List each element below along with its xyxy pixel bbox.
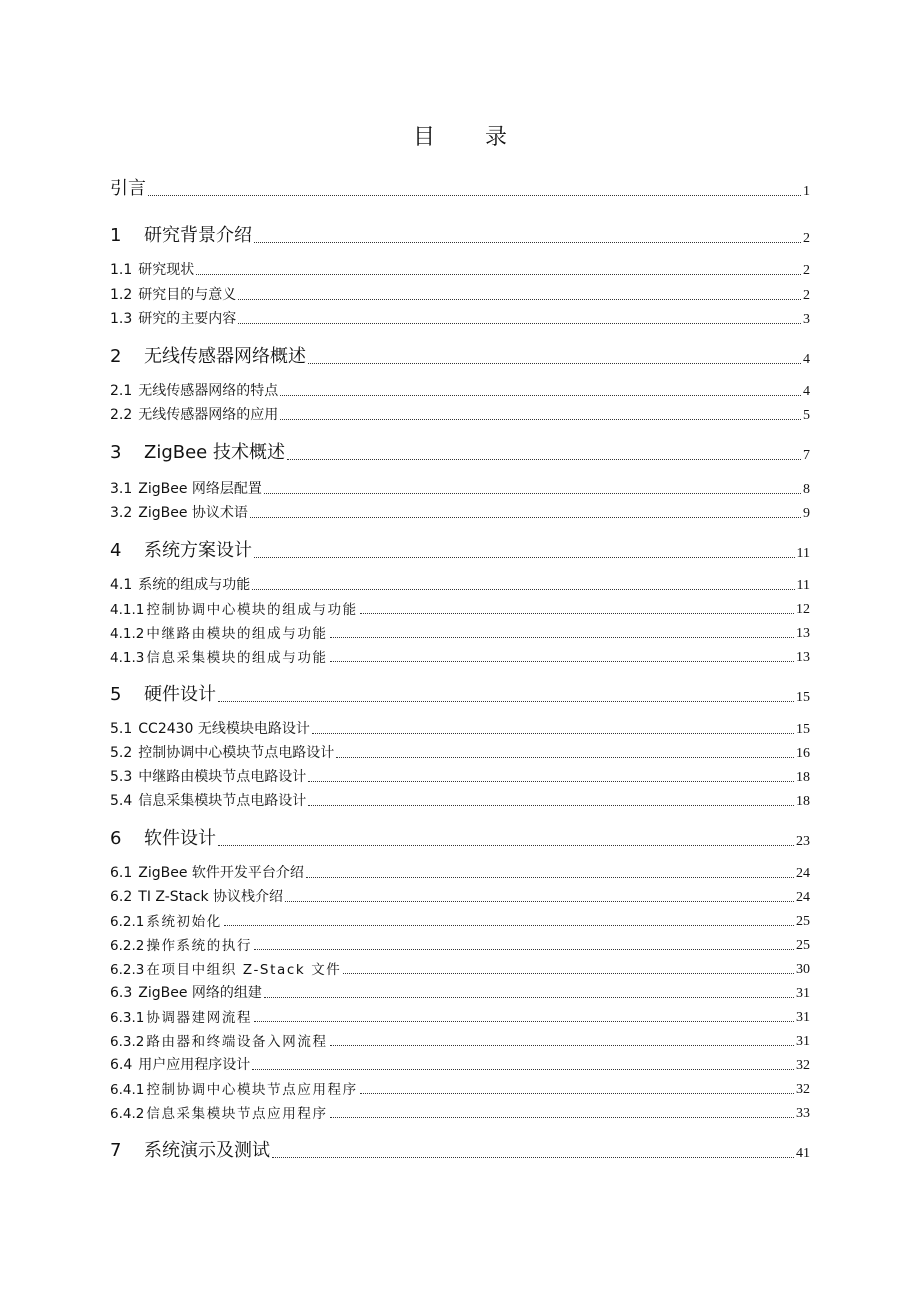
dot-leader [330, 637, 794, 638]
toc-entry-label [110, 536, 252, 562]
toc-entry[interactable] [110, 678, 810, 706]
toc-entry-page-number: 31 [796, 1034, 810, 1049]
toc-entry-label [110, 1054, 250, 1074]
toc-entry-label [110, 1006, 252, 1026]
dot-leader [343, 973, 794, 974]
toc-entry-number: 6.2.3 [110, 962, 145, 978]
dot-leader [280, 395, 801, 396]
toc-entry[interactable] [110, 716, 810, 738]
toc-entry-title: 硬件设计 [144, 684, 216, 705]
toc-entry-number: 5 [110, 684, 122, 705]
dot-leader [306, 877, 794, 878]
toc-entry-title: ZigBee 网络的组建 [138, 985, 262, 1001]
toc-entry-label [110, 598, 358, 618]
toc-entry-label [110, 958, 341, 978]
toc-entry-number: 4 [110, 540, 122, 561]
dot-leader [254, 242, 801, 243]
dot-leader [308, 805, 794, 806]
toc-entry-title: ZigBee 软件开发平台介绍 [138, 865, 304, 881]
dot-leader [218, 845, 794, 846]
toc-entry-title: TI Z-Stack 协议栈介绍 [138, 889, 284, 905]
toc-entry[interactable] [110, 219, 810, 247]
toc-entry-title: ZigBee 网络层配置 [138, 481, 262, 497]
dot-leader [250, 517, 801, 518]
toc-entry-title: 系统方案设计 [144, 540, 252, 561]
toc-entry[interactable] [110, 764, 810, 786]
toc-entry-number: 4.1.3 [110, 650, 145, 666]
toc-entry-number: 5.2 [110, 745, 133, 761]
toc-entry-number: 6.3 [110, 985, 133, 1001]
toc-entry-number: 4.1 [110, 577, 133, 593]
toc-entry-page-number: 16 [796, 746, 810, 761]
toc-entry-title: 路由器和终端设备入网流程 [146, 1034, 328, 1050]
toc-entry-title: ZigBee 技术概述 [144, 442, 285, 463]
toc-entry-number: 5.1 [110, 721, 133, 737]
toc-entry-label [110, 284, 236, 304]
toc-entry-label [110, 718, 310, 738]
toc-entry-number: 6.3.2 [110, 1034, 145, 1050]
toc-entry-label [110, 824, 216, 850]
toc-entry-page-number: 32 [796, 1082, 810, 1097]
toc-entry-title: 研究的主要内容 [138, 311, 237, 327]
toc-entry[interactable] [110, 476, 810, 498]
toc-entry-label [110, 982, 262, 1002]
toc-entry-title: 用户应用程序设计 [138, 1057, 251, 1073]
toc-entry[interactable] [110, 1100, 810, 1122]
toc-entry-number: 2.2 [110, 407, 133, 423]
toc-entry[interactable] [110, 822, 810, 850]
toc-entry[interactable] [110, 644, 810, 666]
toc-entry-number: 6.2.2 [110, 938, 145, 954]
toc-entry[interactable] [110, 884, 810, 906]
toc-entry-title: 引言 [110, 178, 146, 199]
dot-leader [148, 195, 801, 196]
toc-entry-page-number: 23 [796, 834, 810, 849]
toc-entry[interactable] [110, 956, 810, 978]
toc-entry[interactable] [110, 860, 810, 882]
toc-entry-title: 系统初始化 [146, 914, 222, 930]
toc-entry-title: 系统的组成与功能 [138, 577, 251, 593]
toc-entry-label [110, 1102, 328, 1122]
toc-entry-number: 5.3 [110, 769, 133, 785]
toc-entry[interactable] [110, 500, 810, 522]
toc-entry-label [110, 742, 334, 762]
dot-leader [252, 589, 794, 590]
toc-entry-label [110, 790, 306, 810]
toc-entry-number: 6.4.1 [110, 1082, 145, 1098]
dot-leader [254, 949, 794, 950]
toc-entry-title: 信息采集模块节点应用程序 [146, 1106, 328, 1122]
toc-entry-label [110, 622, 328, 642]
toc-entry-page-number: 18 [796, 770, 810, 785]
toc-entry-page-number: 5 [803, 408, 810, 423]
toc-entry-page-number: 33 [796, 1106, 810, 1121]
toc-entry-page-number: 30 [796, 962, 810, 977]
toc-entry-title: 软件设计 [144, 828, 216, 849]
dot-leader [330, 1045, 794, 1046]
toc-entry-page-number: 11 [796, 578, 810, 593]
dot-leader [252, 1069, 794, 1070]
toc-entry[interactable] [110, 306, 810, 328]
toc-entry-number: 1.1 [110, 262, 133, 278]
dot-leader [264, 493, 801, 494]
toc-entry-label [110, 862, 304, 882]
toc-entry-label [110, 886, 283, 906]
toc-entry-title: 信息采集模块的组成与功能 [146, 650, 328, 666]
toc-entry-page-number: 13 [796, 650, 810, 665]
toc-entry-number: 2 [110, 346, 122, 367]
toc-entry[interactable] [110, 932, 810, 954]
toc-entry-page-number: 24 [796, 866, 810, 881]
toc-entry-number: 2.1 [110, 383, 133, 399]
toc-entry-title: 控制协调中心模块节点应用程序 [146, 1082, 358, 1098]
toc-entry-page-number: 2 [803, 263, 810, 278]
toc-entry-page-number: 11 [796, 546, 810, 561]
toc-entry[interactable] [110, 402, 810, 424]
toc-entry-title: 协调器建网流程 [146, 1010, 253, 1026]
toc-entry-number: 7 [110, 1140, 122, 1161]
toc-entry-page-number: 18 [796, 794, 810, 809]
toc-entry[interactable] [110, 1004, 810, 1026]
toc-entry-label [110, 766, 306, 786]
toc-entry-page-number: 31 [796, 1010, 810, 1025]
toc-entry-page-number: 41 [796, 1146, 810, 1161]
toc-entry-number: 3.1 [110, 481, 133, 497]
toc-entry-label [110, 1136, 270, 1162]
toc-entry-label [110, 404, 278, 424]
toc-entry-title: 无线传感器网络的特点 [138, 383, 279, 399]
toc-entry-label [110, 174, 146, 200]
dot-leader [308, 363, 801, 364]
toc-entry-page-number: 1 [803, 184, 810, 199]
toc-entry-page-number: 2 [803, 288, 810, 303]
toc-entry-page-number: 25 [796, 938, 810, 953]
toc-entry[interactable] [110, 788, 810, 810]
toc-entry-page-number: 7 [803, 448, 810, 463]
toc-entry-page-number: 4 [803, 384, 810, 399]
toc-entry-number: 5.4 [110, 793, 133, 809]
toc-entry-label [110, 308, 236, 328]
toc-entry-number: 6.1 [110, 865, 133, 881]
toc-entry-page-number: 32 [796, 1058, 810, 1073]
toc-entry[interactable] [110, 257, 810, 279]
toc-entry-label [110, 1030, 328, 1050]
dot-leader [285, 901, 794, 902]
toc-entry[interactable] [110, 1076, 810, 1098]
dot-leader [312, 733, 794, 734]
toc-entry[interactable] [110, 378, 810, 400]
toc-entry-number: 6.3.1 [110, 1010, 145, 1026]
dot-leader [254, 557, 795, 558]
toc-entry-number: 6.4.2 [110, 1106, 145, 1122]
toc-entry-number: 3 [110, 442, 122, 463]
dot-leader [308, 781, 794, 782]
toc-entry-title: 信息采集模块节点电路设计 [138, 793, 307, 809]
toc-entry-page-number: 8 [803, 482, 810, 497]
toc-entry-number: 1 [110, 225, 122, 246]
dot-leader [238, 299, 801, 300]
toc-entry-label [110, 438, 285, 464]
dot-leader [280, 419, 801, 420]
toc-entry-number: 6.2.1 [110, 914, 145, 930]
toc-entry-label [110, 502, 248, 522]
toc-entry-title: 无线传感器网络的应用 [138, 407, 279, 423]
toc-entry-label [110, 910, 222, 930]
toc-entry-title: 研究背景介绍 [144, 225, 252, 246]
toc-entry-number: 3.2 [110, 505, 133, 521]
toc-entry-title: 无线传感器网络概述 [144, 346, 306, 367]
toc-entry[interactable] [110, 534, 810, 562]
toc-entry[interactable] [110, 1134, 810, 1162]
toc-entry-label [110, 478, 262, 498]
toc-entry-label [110, 574, 250, 594]
toc-entry-label [110, 380, 278, 400]
dot-leader [264, 997, 794, 998]
toc-entry-page-number: 25 [796, 914, 810, 929]
toc-entry-number: 6 [110, 828, 122, 849]
toc-entry-title: 研究目的与意义 [138, 287, 237, 303]
toc-entry-page-number: 31 [796, 986, 810, 1001]
toc-entry[interactable] [110, 572, 810, 594]
toc-entry-title: 研究现状 [138, 262, 195, 278]
toc-entry-label [110, 259, 194, 279]
toc-entry-number: 6.4 [110, 1057, 133, 1073]
toc-entry-title: 在项目中组织 Z-Stack 文件 [146, 962, 342, 978]
toc-entry[interactable] [110, 740, 810, 762]
toc-entry-title: 控制协调中心模块节点电路设计 [138, 745, 335, 761]
toc-entry-page-number: 24 [796, 890, 810, 905]
toc-entry[interactable] [110, 436, 810, 464]
toc-entry-page-number: 9 [803, 506, 810, 521]
dot-leader [287, 459, 801, 460]
toc-entry-page-number: 4 [803, 352, 810, 367]
toc-entry-label [110, 934, 252, 954]
toc-entry[interactable] [110, 908, 810, 930]
toc-entry-page-number: 3 [803, 312, 810, 327]
toc-entry-page-number: 15 [796, 690, 810, 705]
toc-entry[interactable] [110, 620, 810, 642]
dot-leader [330, 661, 794, 662]
toc-entry[interactable] [110, 980, 810, 1002]
dot-leader [254, 1021, 794, 1022]
toc-entry[interactable] [110, 1052, 810, 1074]
toc-entry[interactable] [110, 172, 810, 200]
toc-entry-number: 6.2 [110, 889, 133, 905]
toc-entry[interactable] [110, 596, 810, 618]
toc-entry-page-number: 13 [796, 626, 810, 641]
toc-entry-page-number: 15 [796, 722, 810, 737]
toc-entry[interactable] [110, 282, 810, 304]
toc-entry[interactable] [110, 340, 810, 368]
toc-entry-title: 控制协调中心模块的组成与功能 [146, 602, 358, 618]
dot-leader [224, 925, 794, 926]
dot-leader [336, 757, 794, 758]
toc-entry-title: 中继路由模块的组成与功能 [146, 626, 328, 642]
dot-leader [360, 1093, 794, 1094]
dot-leader [360, 613, 794, 614]
toc-title-char-1: 目 [412, 125, 435, 150]
toc-entry-title: 操作系统的执行 [146, 938, 253, 954]
toc-title-char-2: 录 [485, 125, 508, 150]
table-of-contents [110, 0, 810, 1302]
dot-leader [330, 1117, 794, 1118]
dot-leader [196, 274, 801, 275]
toc-entry-page-number: 12 [796, 602, 810, 617]
dot-leader [218, 701, 794, 702]
toc-entry-page-number: 2 [803, 231, 810, 246]
toc-entry-title: CC2430 无线模块电路设计 [138, 721, 310, 737]
toc-entry-label [110, 1078, 358, 1098]
toc-entry-number: 1.2 [110, 287, 133, 303]
toc-entry-label [110, 342, 306, 368]
toc-entry-label [110, 680, 216, 706]
toc-entry[interactable] [110, 1028, 810, 1050]
dot-leader [272, 1157, 794, 1158]
toc-entry-label [110, 221, 252, 247]
toc-entry-number: 4.1.1 [110, 602, 145, 618]
dot-leader [238, 323, 801, 324]
toc-entry-number: 4.1.2 [110, 626, 145, 642]
toc-entry-label [110, 646, 328, 666]
toc-entry-title: ZigBee 协议术语 [138, 505, 248, 521]
toc-entry-title: 中继路由模块节点电路设计 [138, 769, 307, 785]
toc-entry-title: 系统演示及测试 [144, 1140, 270, 1161]
toc-entry-number: 1.3 [110, 311, 133, 327]
